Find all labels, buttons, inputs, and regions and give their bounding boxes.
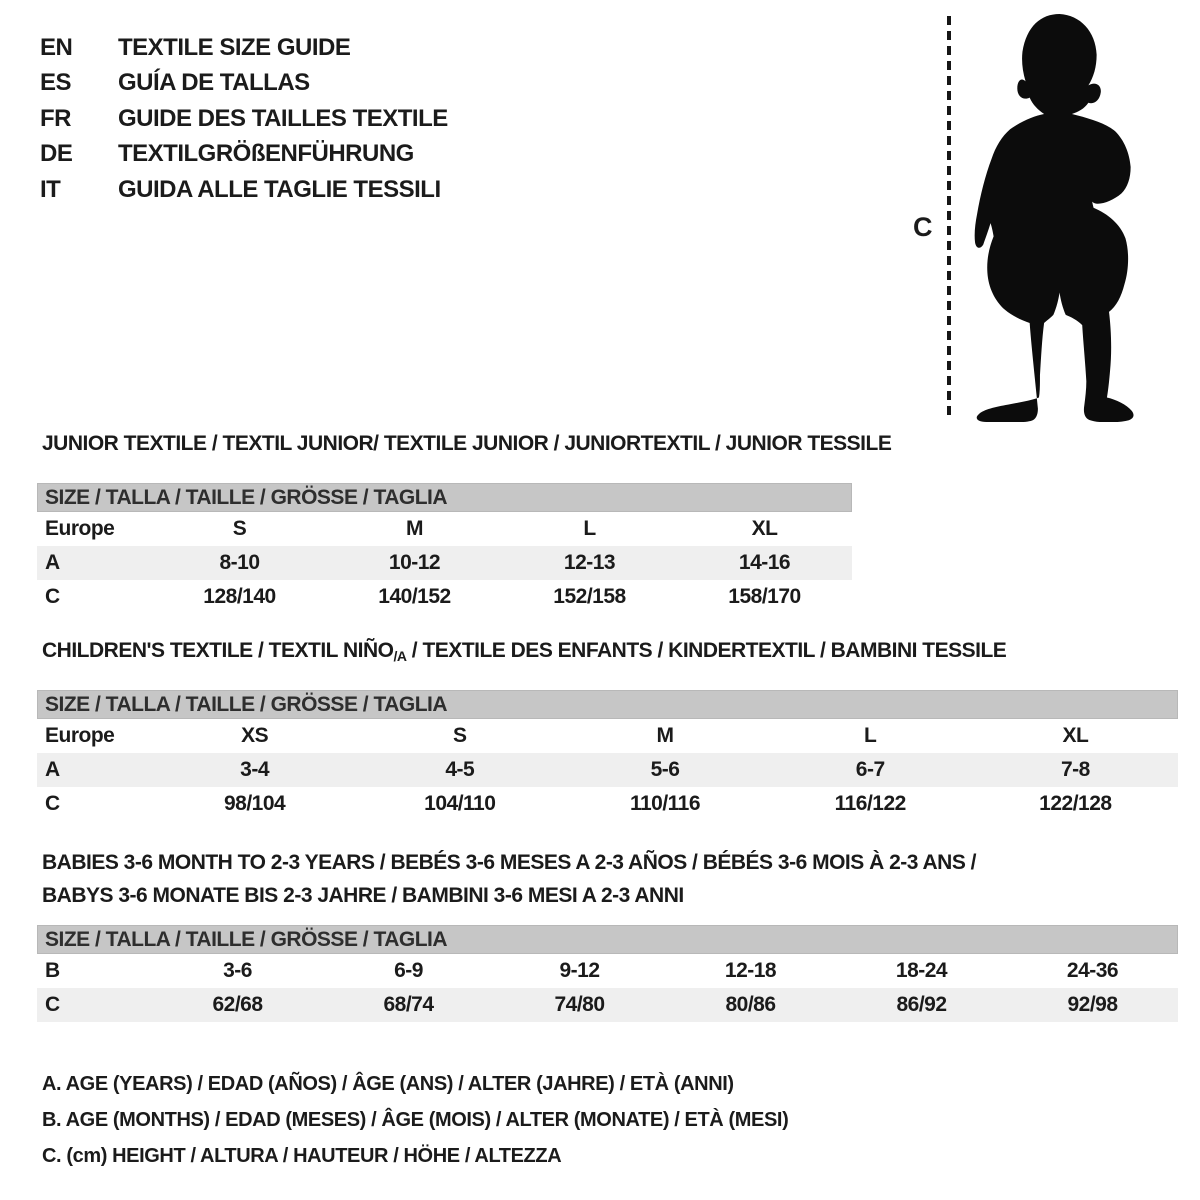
language-row-de: [40, 137, 448, 173]
size-cell: L: [583, 517, 596, 540]
table-row-height: [37, 580, 852, 614]
row-label-cell: C: [45, 993, 60, 1016]
children-section-title: [42, 639, 1006, 664]
legend-line-b: B. AGE (MONTHS) / EDAD (MESES) / ÂGE (MOIS) / ALTER (MONATE) / ETÀ (MESI): [42, 1109, 789, 1131]
height-cell: 122/128: [1039, 792, 1112, 815]
table-row-age: [37, 546, 852, 580]
age-cell: 3-4: [240, 758, 270, 781]
junior-size-table: [37, 483, 852, 614]
age-cell: 4-5: [445, 758, 475, 781]
size-header-bar: SIZE / TALLA / TAILLE / GRÖSSE / TAGLIA: [37, 925, 1178, 954]
babies-title-line1: BABIES 3-6 MONTH TO 2-3 YEARS / BEBÉS 3-6 MESES A 2-3 AÑOS / BÉBÉS 3-6 MOIS À 2-3 ANS /: [42, 851, 977, 874]
height-cell: 128/140: [203, 585, 276, 608]
size-cell: M: [406, 517, 423, 540]
children-size-table: [37, 690, 1178, 821]
table-row-europe: [37, 512, 852, 546]
table-row-height: [37, 988, 1178, 1022]
height-cell: 98/104: [223, 792, 286, 815]
language-code: FR: [40, 104, 71, 132]
language-code: IT: [40, 175, 61, 203]
toddler-silhouette-icon: [973, 14, 1143, 422]
children-title-sub: /A: [393, 648, 407, 664]
age-cell: 24-36: [1066, 959, 1119, 982]
language-code: ES: [40, 69, 72, 97]
size-header-bar: SIZE / TALLA / TAILLE / GRÖSSE / TAGLIA: [37, 690, 1178, 719]
height-cell: 62/68: [212, 993, 263, 1016]
height-cell: 74/80: [554, 993, 605, 1016]
children-title-suffix: / TEXTILE DES ENFANTS / KINDERTEXTIL / BAMBINI TESSILE: [406, 639, 1007, 662]
table-row-months: [37, 954, 1178, 988]
age-cell: 12-18: [724, 959, 777, 982]
age-cell: 3-6: [223, 959, 252, 982]
age-cell: 8-10: [219, 551, 260, 574]
age-cell: 14-16: [738, 551, 791, 574]
age-cell: 10-12: [388, 551, 441, 574]
height-cell: 116/122: [834, 792, 906, 815]
size-cell: XL: [751, 517, 778, 540]
height-cell: 158/170: [728, 585, 801, 608]
language-title-list: [40, 30, 448, 208]
size-cell: XL: [1062, 724, 1089, 747]
size-cell: S: [453, 724, 467, 747]
language-label: GUÍA DE TALLAS: [118, 69, 310, 97]
height-cell: 80/86: [725, 993, 776, 1016]
babies-title-line2: BABYS 3-6 MONATE BIS 2-3 JAHRE / BAMBINI 3-6 MESI A 2-3 ANNI: [42, 884, 684, 907]
row-label-cell: C: [45, 585, 60, 608]
language-row-fr: [40, 101, 448, 137]
height-cell: 92/98: [1067, 993, 1118, 1016]
age-cell: 6-7: [855, 758, 885, 781]
language-label: TEXTILE SIZE GUIDE: [118, 33, 351, 61]
junior-section-title: JUNIOR TEXTILE / TEXTIL JUNIOR/ TEXTILE JUNIOR / JUNIORTEXTIL / JUNIOR TESSILE: [42, 432, 892, 455]
height-measure-dashed-line: [947, 16, 951, 418]
legend-line-c: C. (cm) HEIGHT / ALTURA / HAUTEUR / HÖHE / ALTEZZA: [42, 1145, 562, 1167]
size-header-bar: SIZE / TALLA / TAILLE / GRÖSSE / TAGLIA: [37, 483, 852, 512]
language-row-it: [40, 172, 448, 208]
babies-size-table: [37, 925, 1178, 1022]
table-row-europe: [37, 719, 1178, 753]
language-label: TEXTILGRÖßENFÜHRUNG: [118, 140, 414, 168]
age-cell: 12-13: [563, 551, 616, 574]
language-code: EN: [40, 33, 73, 61]
size-cell: XS: [241, 724, 269, 747]
row-label-cell: C: [45, 792, 60, 815]
height-cell: 104/110: [424, 792, 496, 815]
age-cell: 5-6: [650, 758, 680, 781]
children-title-prefix: CHILDREN'S TEXTILE / TEXTIL NIÑO: [42, 639, 394, 662]
language-row-es: [40, 66, 448, 102]
size-cell: S: [232, 517, 247, 540]
row-label-cell: A: [45, 551, 60, 574]
row-label-cell: B: [45, 959, 60, 982]
age-cell: 6-9: [394, 959, 423, 982]
table-row-age: [37, 753, 1178, 787]
row-label-cell: A: [45, 758, 60, 781]
height-cell: 68/74: [383, 993, 434, 1016]
language-row-en: [40, 30, 448, 66]
measure-label-c: C: [913, 212, 933, 242]
language-label: GUIDE DES TAILLES TEXTILE: [118, 104, 448, 132]
legend-line-a: A. AGE (YEARS) / EDAD (AÑOS) / ÂGE (ANS) / ALTER (JAHRE) / ETÀ (ANNI): [42, 1073, 734, 1095]
age-cell: 18-24: [895, 959, 948, 982]
babies-section-title: [42, 846, 976, 912]
age-cell: 9-12: [559, 959, 600, 982]
row-label-cell: Europe: [45, 724, 115, 747]
size-cell: M: [656, 724, 674, 747]
height-cell: 110/116: [629, 792, 701, 815]
age-cell: 7-8: [1060, 758, 1090, 781]
row-label-cell: Europe: [45, 517, 115, 540]
height-cell: 152/158: [553, 585, 626, 608]
language-code: DE: [40, 140, 73, 168]
height-cell: 86/92: [896, 993, 947, 1016]
table-row-height: [37, 787, 1178, 821]
height-cell: 140/152: [378, 585, 451, 608]
language-label: GUIDA ALLE TAGLIE TESSILI: [118, 175, 441, 203]
size-cell: L: [864, 724, 877, 747]
legend: [42, 1066, 788, 1174]
